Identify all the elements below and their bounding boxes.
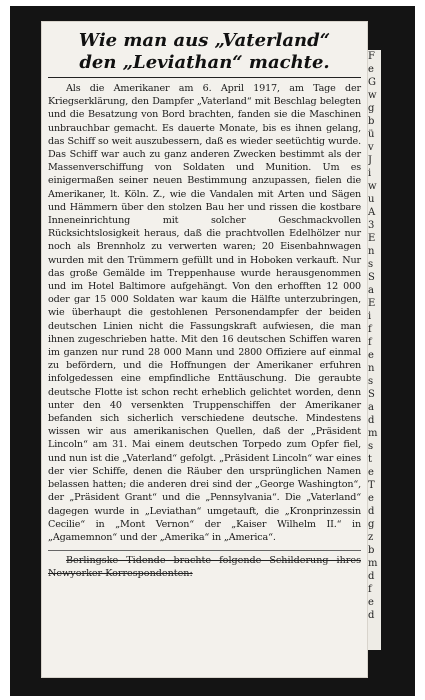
- adjacent-column-line: n: [368, 363, 375, 374]
- adjacent-column-line: w: [368, 90, 377, 101]
- newspaper-clipping: [42, 22, 367, 677]
- title-rule: [48, 77, 361, 78]
- adjacent-column-line: e: [368, 493, 374, 504]
- adjacent-column-line: E: [368, 298, 376, 309]
- adjacent-column-line: w: [368, 181, 377, 192]
- article-footer-note: Berlingske Tidende brachte folgende Schilderung ihres Newyorker Korrespondenten:: [48, 555, 361, 580]
- article-title-line-2: den „Leviathan“ machte.: [79, 52, 330, 73]
- adjacent-column-line: e: [368, 597, 374, 608]
- adjacent-column-line: b: [368, 116, 375, 127]
- adjacent-column-line: s: [368, 441, 374, 452]
- adjacent-column-line: f: [368, 337, 372, 348]
- adjacent-column-line: 3: [368, 220, 375, 231]
- adjacent-column-line: d: [368, 610, 375, 621]
- adjacent-column-line: i: [368, 168, 372, 179]
- adjacent-column-line: a: [368, 402, 374, 413]
- adjacent-column-line: a: [368, 285, 374, 296]
- adjacent-column-line: g: [368, 519, 375, 530]
- adjacent-column-line: F: [368, 51, 375, 62]
- adjacent-column-line: m: [368, 558, 378, 569]
- adjacent-column-line: ü: [368, 129, 375, 140]
- adjacent-column-line: i: [368, 311, 372, 322]
- adjacent-column-line: b: [368, 545, 375, 556]
- adjacent-column-line: z: [368, 532, 374, 543]
- adjacent-column-line: d: [368, 415, 375, 426]
- adjacent-column-line: s: [368, 259, 374, 270]
- adjacent-column-line: e: [368, 64, 374, 75]
- adjacent-column-line: T: [368, 480, 375, 491]
- adjacent-column-line: G: [368, 77, 376, 88]
- adjacent-column-fragment: [365, 50, 381, 650]
- adjacent-column-line: d: [368, 506, 375, 517]
- adjacent-column-line: E: [368, 233, 376, 244]
- adjacent-column-line: A: [368, 207, 376, 218]
- adjacent-column-line: S: [368, 272, 375, 283]
- adjacent-column-line: e: [368, 467, 374, 478]
- article-paragraph: Als die Amerikaner am 6. April 1917, am Tage der Kriegserklärung, den Dampfer „Vaterland“ mit Beschlag belegten und die Besatzung von Bord brachten, fanden sie die Maschinen unbrauchbar gemacht. Es dauerte Monate, bis es ihnen gelang, das Schiff so weit auszubessern, daß es wieder seetüchtig wurde. Das Schiff war auch zu ganz anderen Zwecken bestimmt als der Massenverschiffung von Soldaten und Munition. Um es einigermaßen seiner neuen Bestimmung anzupassen, fielen die Amerikaner, lt. Köln. Z., wie die Vandalen mit Arten und Sägen und Hämmern über den stolzen Bau her und rissen die kostbare Inneneinrichtung mit solcher Geschmackvollen Rücksichtslosigkeit heraus, daß die prachtvollen Edelhölzer nur noch als Brennholz zu verwerten waren; 20 Eisenbahnwagen wurden mit den Trümmern gefüllt und in Hoboken verkauft. Nur das große Gemälde im Treppenhause wurde herausgenommen und im Hotel Baltimore aufgehängt. Von den erhofften 12 000 oder gar 15 000 Soldaten war kaum die Hälfte unterzubringen, wie überhaupt die gestohlenen Personendampfer der beiden deutschen Linien nicht die Fassungskraft aufwiesen, die man ihnen zugeschrieben hatte. Mit den 16 deutschen Schiffen waren im ganzen nur rund 28 000 Mann und 2800 Offiziere auf einmal zu befördern, und die Hoffnungen der Amerikaner erfuhren infolgedessen eine empfindliche Enttäuschung. Die geraubte deutsche Flotte ist schon recht erheblich gelichtet worden, denn unter den 40 versenkten Truppenschiffen der Amerikaner befanden sich sicherlich verschiedene deutsche. Mindestens wissen wir aus amerikanischen Quellen, daß der „Präsident Lincoln“ am 31. Mai einem deutschen Torpedo zum Opfer fiel, und nun ist die „Vaterland“ gefolgt. „Präsident Lincoln“ war eines der vier Schiffe, denen die Räuber den ursprünglichen Namen belassen hatten; die anderen drei sind der „George Washington“, der „Präsident Grant“ und die „Pennsylvania“. Die „Vaterland“ dagegen wurde in „Leviathan“ umgetauft, die „Kronprinzessin Cecilie“ in „Mont Vernon“ der „Kaiser Wilhelm II.“ in „Agamemnon“ und der „Amerika“ in „America“.: [48, 83, 361, 543]
- adjacent-column-line: g: [368, 103, 375, 114]
- adjacent-column-line: f: [368, 324, 372, 335]
- article-title-line-1: Wie man aus „Vaterland“: [78, 30, 331, 51]
- adjacent-column-line: m: [368, 428, 378, 439]
- adjacent-column-line: e: [368, 350, 374, 361]
- adjacent-column-line: n: [368, 246, 375, 257]
- article-body: [48, 82, 361, 544]
- adjacent-column-line: u: [368, 194, 375, 205]
- adjacent-column-line: d: [368, 571, 375, 582]
- section-divider: [48, 550, 361, 551]
- adjacent-column-line: t: [368, 454, 373, 465]
- adjacent-column-line: S: [368, 389, 375, 400]
- adjacent-column-line: v: [368, 142, 374, 153]
- adjacent-column-line: s: [368, 376, 374, 387]
- article-title: [48, 30, 361, 74]
- adjacent-column-line: f: [368, 584, 372, 595]
- adjacent-column-line: J: [368, 155, 373, 166]
